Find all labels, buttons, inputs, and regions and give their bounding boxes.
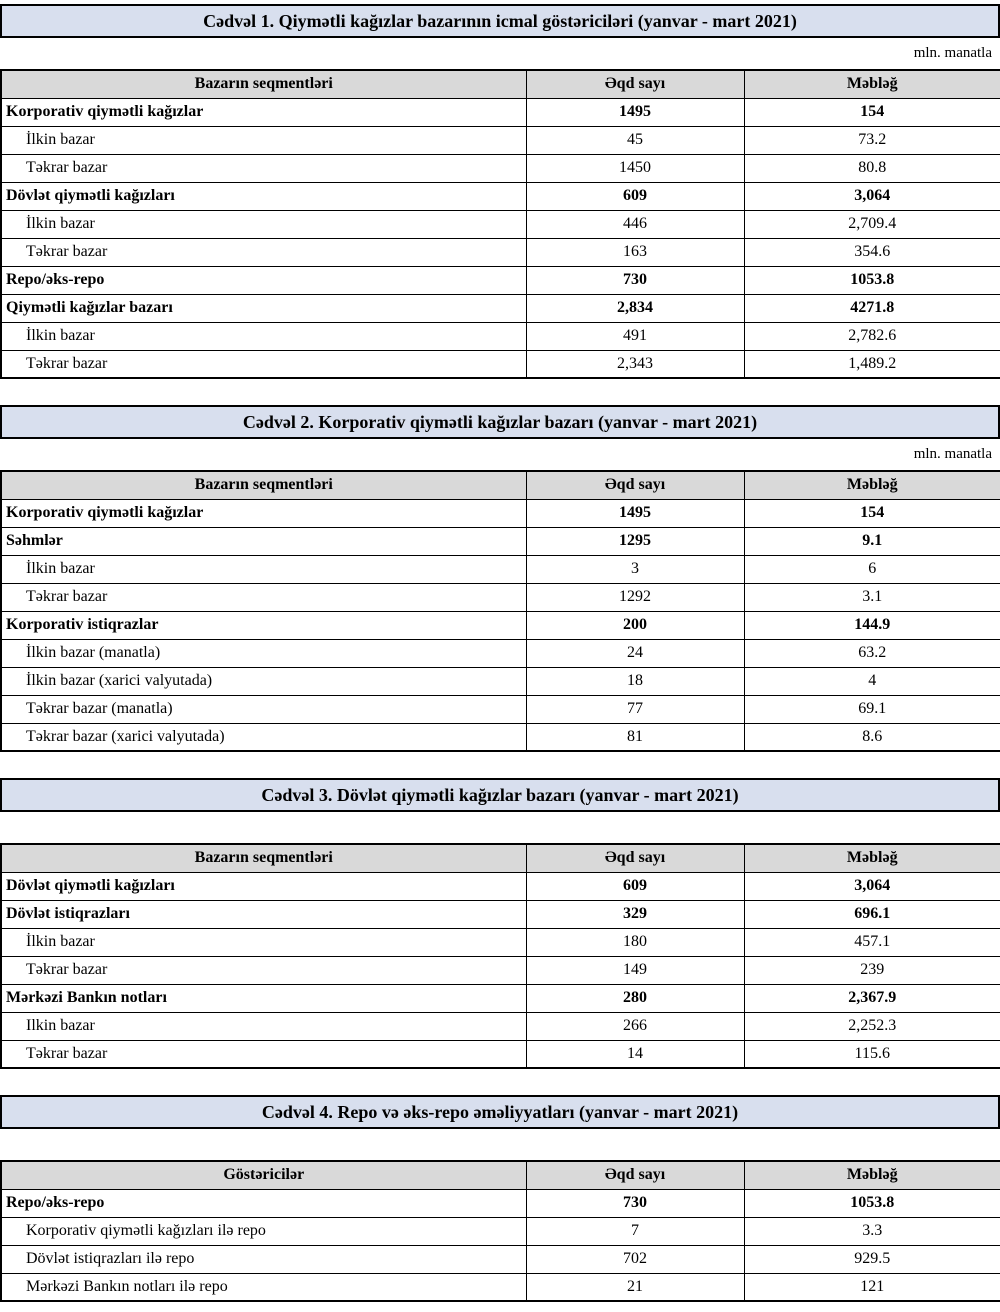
row-amount: 2,782.6 — [744, 322, 1000, 350]
row-deal-count: 730 — [526, 266, 744, 294]
table-row — [1, 527, 1000, 555]
row-amount: 3,064 — [744, 872, 1000, 900]
row-deal-count: 149 — [526, 956, 744, 984]
row-label: İlkin bazar — [1, 210, 526, 238]
table-row — [1, 1040, 1000, 1068]
row-label: Dövlət qiymətli kağızları — [1, 872, 526, 900]
row-deal-count: 2,343 — [526, 350, 744, 378]
row-deal-count: 491 — [526, 322, 744, 350]
row-deal-count: 45 — [526, 126, 744, 154]
row-label: İlkin bazar — [1, 555, 526, 583]
row-deal-count: 180 — [526, 928, 744, 956]
row-amount: 3,064 — [744, 182, 1000, 210]
row-deal-count: 702 — [526, 1245, 744, 1273]
table-row — [1, 1012, 1000, 1040]
table-body — [1, 98, 1000, 378]
row-deal-count: 14 — [526, 1040, 744, 1068]
row-label: Təkrar bazar — [1, 238, 526, 266]
table-row — [1, 639, 1000, 667]
row-label: Korporativ qiymətli kağızları ilə repo — [1, 1217, 526, 1245]
row-amount: 1053.8 — [744, 266, 1000, 294]
table-row — [1, 210, 1000, 238]
row-deal-count: 446 — [526, 210, 744, 238]
table-row — [1, 294, 1000, 322]
row-label: Dövlət qiymətli kağızları — [1, 182, 526, 210]
row-label: İlkin bazar — [1, 126, 526, 154]
table-section — [0, 405, 1000, 752]
unit-note — [0, 812, 1000, 843]
row-amount: 73.2 — [744, 126, 1000, 154]
row-deal-count: 21 — [526, 1273, 744, 1301]
row-amount: 9.1 — [744, 527, 1000, 555]
row-label: Təkrar bazar — [1, 154, 526, 182]
table-row — [1, 266, 1000, 294]
table-row — [1, 611, 1000, 639]
table-row — [1, 723, 1000, 751]
table-section — [0, 1095, 1000, 1302]
data-table — [0, 1160, 1000, 1302]
column-header-amount: Məbləğ — [744, 70, 1000, 98]
row-deal-count: 609 — [526, 872, 744, 900]
table-row — [1, 1273, 1000, 1301]
row-amount: 3.1 — [744, 583, 1000, 611]
table-title: Cədvəl 3. Dövlət qiymətli kağızlar bazarı (yanvar - mart 2021) — [0, 778, 1000, 812]
row-label: Təkrar bazar — [1, 1040, 526, 1068]
row-deal-count: 329 — [526, 900, 744, 928]
row-amount: 63.2 — [744, 639, 1000, 667]
row-amount: 121 — [744, 1273, 1000, 1301]
header-row — [1, 471, 1000, 499]
row-label: Dövlət istiqrazları — [1, 900, 526, 928]
table-row — [1, 872, 1000, 900]
table-row — [1, 154, 1000, 182]
row-deal-count: 266 — [526, 1012, 744, 1040]
table-row — [1, 695, 1000, 723]
row-label: Mərkəzi Bankın notları ilə repo — [1, 1273, 526, 1301]
row-amount: 6 — [744, 555, 1000, 583]
unit-note: mln. manatla — [913, 45, 992, 61]
table-row — [1, 126, 1000, 154]
data-table — [0, 69, 1000, 379]
row-deal-count: 3 — [526, 555, 744, 583]
row-deal-count: 163 — [526, 238, 744, 266]
row-label: Korporativ istiqrazlar — [1, 611, 526, 639]
row-amount: 3.3 — [744, 1217, 1000, 1245]
row-label: Qiymətli kağızlar bazarı — [1, 294, 526, 322]
table-row — [1, 182, 1000, 210]
table-row — [1, 900, 1000, 928]
table-title: Cədvəl 1. Qiymətli kağızlar bazarının icmal göstəriciləri (yanvar - mart 2021) — [0, 4, 1000, 38]
table-body — [1, 872, 1000, 1068]
row-deal-count: 24 — [526, 639, 744, 667]
table-row — [1, 667, 1000, 695]
row-deal-count: 730 — [526, 1189, 744, 1217]
row-label: İlkin bazar — [1, 928, 526, 956]
row-amount: 4271.8 — [744, 294, 1000, 322]
table-row — [1, 555, 1000, 583]
row-deal-count: 18 — [526, 667, 744, 695]
unit-note: mln. manatla — [913, 446, 992, 462]
row-amount: 115.6 — [744, 1040, 1000, 1068]
table-row — [1, 1245, 1000, 1273]
table-row — [1, 98, 1000, 126]
row-amount: 354.6 — [744, 238, 1000, 266]
row-label: Repo/əks-repo — [1, 266, 526, 294]
row-label: İlkin bazar — [1, 322, 526, 350]
unit-note — [0, 1129, 1000, 1160]
row-deal-count: 2,834 — [526, 294, 744, 322]
column-header-amount: Məbləğ — [744, 471, 1000, 499]
table-title: Cədvəl 2. Korporativ qiymətli kağızlar bazarı (yanvar - mart 2021) — [0, 405, 1000, 439]
table-row — [1, 238, 1000, 266]
column-header-deal-count: Əqd sayı — [526, 1161, 744, 1189]
row-amount: 239 — [744, 956, 1000, 984]
header-row — [1, 1161, 1000, 1189]
row-deal-count: 81 — [526, 723, 744, 751]
row-label: İlkin bazar (manatla) — [1, 639, 526, 667]
table-title: Cədvəl 4. Repo və əks-repo əməliyyatları (yanvar - mart 2021) — [0, 1095, 1000, 1129]
row-amount: 154 — [744, 499, 1000, 527]
table-body — [1, 499, 1000, 751]
column-header-deal-count: Əqd sayı — [526, 844, 744, 872]
column-header-amount: Məbləğ — [744, 1161, 1000, 1189]
row-label: Korporativ qiymətli kağızlar — [1, 499, 526, 527]
row-deal-count: 1495 — [526, 499, 744, 527]
row-amount: 8.6 — [744, 723, 1000, 751]
column-header-segment: Bazarın seqmentləri — [1, 70, 526, 98]
row-amount: 80.8 — [744, 154, 1000, 182]
row-amount: 144.9 — [744, 611, 1000, 639]
data-table — [0, 470, 1000, 752]
table-row — [1, 1217, 1000, 1245]
column-header-deal-count: Əqd sayı — [526, 471, 744, 499]
row-amount: 2,709.4 — [744, 210, 1000, 238]
table-row — [1, 1189, 1000, 1217]
row-deal-count: 77 — [526, 695, 744, 723]
table-row — [1, 583, 1000, 611]
table-section — [0, 778, 1000, 1069]
row-label: Təkrar bazar — [1, 956, 526, 984]
row-amount: 69.1 — [744, 695, 1000, 723]
row-amount: 154 — [744, 98, 1000, 126]
column-header-amount: Məbləğ — [744, 844, 1000, 872]
row-amount: 4 — [744, 667, 1000, 695]
row-deal-count: 1495 — [526, 98, 744, 126]
header-row — [1, 844, 1000, 872]
report-page — [0, 4, 1000, 1302]
data-table — [0, 843, 1000, 1069]
row-deal-count: 1450 — [526, 154, 744, 182]
row-deal-count: 280 — [526, 984, 744, 1012]
column-header-deal-count: Əqd sayı — [526, 70, 744, 98]
row-deal-count: 7 — [526, 1217, 744, 1245]
table-body — [1, 1189, 1000, 1301]
table-row — [1, 322, 1000, 350]
column-header-segment: Bazarın seqmentləri — [1, 844, 526, 872]
row-label: Mərkəzi Bankın notları — [1, 984, 526, 1012]
row-label: Repo/əks-repo — [1, 1189, 526, 1217]
row-label: Ilkin bazar — [1, 1012, 526, 1040]
header-row — [1, 70, 1000, 98]
row-deal-count: 1292 — [526, 583, 744, 611]
table-section — [0, 4, 1000, 379]
row-label: Dövlət istiqrazları ilə repo — [1, 1245, 526, 1273]
table-row — [1, 499, 1000, 527]
column-header-segment: Bazarın seqmentləri — [1, 471, 526, 499]
row-label: Təkrar bazar — [1, 583, 526, 611]
row-amount: 929.5 — [744, 1245, 1000, 1273]
row-label: İlkin bazar (xarici valyutada) — [1, 667, 526, 695]
row-amount: 1053.8 — [744, 1189, 1000, 1217]
row-amount: 1,489.2 — [744, 350, 1000, 378]
row-deal-count: 1295 — [526, 527, 744, 555]
table-row — [1, 984, 1000, 1012]
column-header-segment: Göstəricilər — [1, 1161, 526, 1189]
row-label: Təkrar bazar — [1, 350, 526, 378]
row-label: Korporativ qiymətli kağızlar — [1, 98, 526, 126]
row-deal-count: 609 — [526, 182, 744, 210]
row-amount: 2,367.9 — [744, 984, 1000, 1012]
table-row — [1, 956, 1000, 984]
table-row — [1, 928, 1000, 956]
row-deal-count: 200 — [526, 611, 744, 639]
row-amount: 457.1 — [744, 928, 1000, 956]
row-label: Təkrar bazar (manatla) — [1, 695, 526, 723]
row-label: Təkrar bazar (xarici valyutada) — [1, 723, 526, 751]
table-row — [1, 350, 1000, 378]
row-amount: 2,252.3 — [744, 1012, 1000, 1040]
row-label: Səhmlər — [1, 527, 526, 555]
row-amount: 696.1 — [744, 900, 1000, 928]
